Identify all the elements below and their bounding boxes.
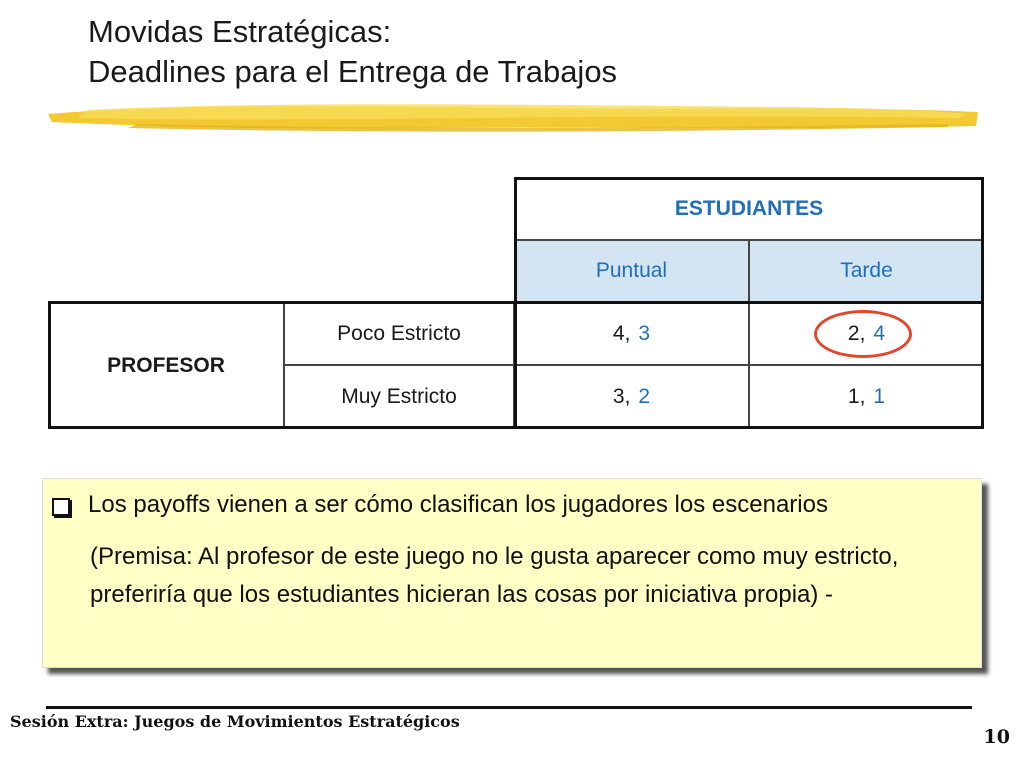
column-player-label: ESTUDIANTES	[674, 196, 824, 220]
payoff-profesor: 4,	[612, 321, 631, 345]
checkbox-bullet-icon	[52, 498, 70, 516]
column-strategy-label: Tarde	[840, 259, 893, 282]
payoff-profesor: 2,	[847, 321, 866, 345]
payoff-estudiantes: 4	[873, 321, 886, 345]
title-line-1: Movidas Estratégicas:	[88, 14, 392, 49]
page-number: 10	[983, 726, 1010, 748]
row-strategy-label: Muy Estricto	[341, 385, 457, 408]
payoff-profesor: 1,	[847, 385, 866, 408]
slide-title	[88, 12, 617, 92]
column-strategy-label: Puntual	[595, 259, 668, 282]
note-bullet	[52, 490, 828, 520]
note-bullet-text: Los payoffs vienen a ser cómo clasifican los jugadores los escenarios	[88, 491, 828, 518]
payoff-estudiantes: 3	[638, 321, 651, 345]
footer-text: Sesión Extra: Juegos de Movimientos Estratégicos	[10, 712, 460, 731]
row-player-label: PROFESOR	[107, 353, 225, 377]
footer-divider	[46, 706, 972, 709]
equilibrium-highlight-circle	[814, 310, 912, 358]
yellow-brush-stroke	[48, 96, 978, 136]
payoff-estudiantes: 1	[873, 385, 886, 408]
payoff-estudiantes: 2	[638, 385, 651, 408]
row-strategy-label: Poco Estricto	[337, 321, 461, 345]
note-paragraph: (Premisa: Al profesor de este juego no le gusta aparecer como muy estricto, preferiría que los estudiantes hicieran las cosas por iniciativa propia) -	[90, 543, 899, 608]
title-line-2: Deadlines para el Entrega de Trabajos	[88, 54, 618, 89]
payoff-profesor: 3,	[612, 385, 631, 408]
